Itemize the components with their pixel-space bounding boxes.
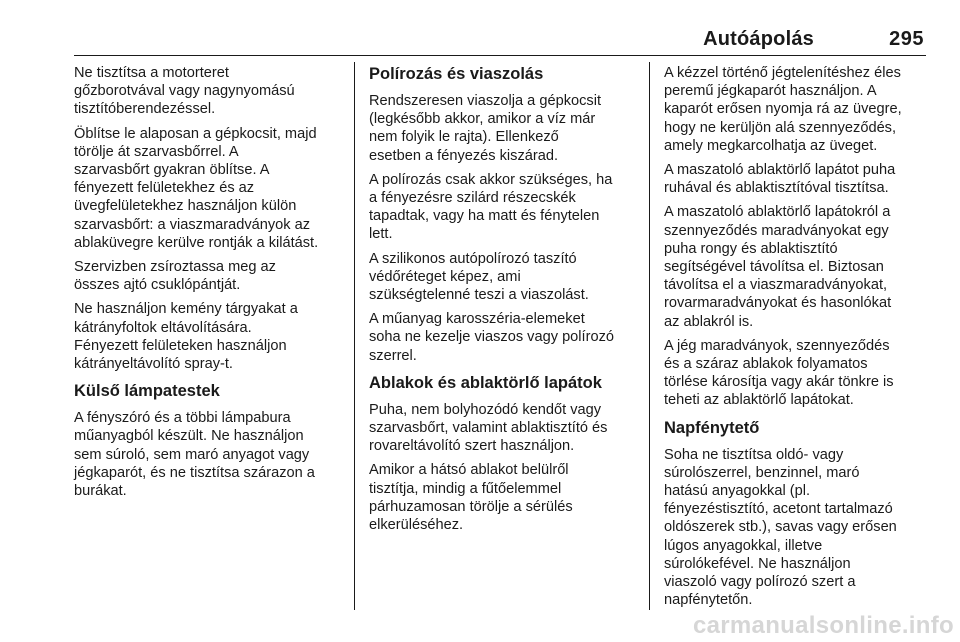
text-line: A maszatoló ablaktörlő lapátot puha [664,162,896,179]
text-line: Rendszeresen viaszolja a gépkocsit [369,93,602,109]
text-line: távolítsa el a viaszmaradványokat, [664,277,888,294]
text-column-2 [369,64,639,540]
text-line: soha ne kezelje viaszos vagy polírozó [369,329,614,346]
page-header [74,28,926,56]
text-line: ablaküvegre kerülve rontják a kilátást. [74,234,319,251]
text-line: napfénytetőn. [664,592,753,609]
text-column-3 [664,64,928,615]
text-line: rovareltávolító szert használjon. [369,438,575,455]
text-line: szükségtelenné teszi a viaszolást. [369,287,589,304]
text-line: Ne tisztítsa a motorteret [74,65,229,81]
paragraph [369,92,639,165]
paragraph [74,64,346,119]
text-line: Puha, nem bolyhozódó kendőt vagy [369,401,602,418]
text-line: jégkaparót, és ne tisztítsa szárazon a [74,464,315,481]
text-line: A polírozás csak akkor szükséges, ha [369,171,613,188]
text-line: oldószerek stb.), savas vagy erősen [664,519,897,536]
text-line: rovarmaradványokat és hasonlókat [664,295,892,312]
paragraph [369,250,639,305]
paragraph [369,171,639,244]
text-line: lúgos anyagokkal, illetve [664,537,823,554]
text-line: védőréteget képez, ami [369,268,521,285]
text-line: puha rongy és ablaktisztító [664,240,838,257]
text-line: peremű jégkaparót használjon. A [664,83,877,100]
text-line: amely megkarcolhatja az üveget. [664,137,878,154]
text-line: hatású anyagokkal (pl. [664,483,811,500]
paragraph [664,161,928,197]
text-line: az ablakról is. [664,313,754,330]
text-line: A műanyag karosszéria-elemeket [369,311,585,328]
paragraph [369,461,639,534]
text-line: burákat. [74,483,127,500]
text-line: törlése károsítja vagy akár tönkre is [664,374,894,391]
paragraph [664,203,928,330]
text-line: A fényszóró és a többi lámpabura [74,410,291,427]
text-line: Öblítse le alaposan a gépkocsit, majd [74,125,317,142]
text-line: Ne használjon kemény tárgyakat a [74,301,298,318]
text-line: gőzborotvával vagy nagynyomású [74,83,295,100]
section-title: Autóápolás [703,28,814,50]
text-line: szerrel. [369,347,417,364]
text-line: tisztítóberendezéssel. [74,101,216,118]
text-line: fényezéstisztító, acetont tartalmazó [664,501,893,518]
paragraph [74,300,346,373]
text-line: fényezett felületekhez és az [74,180,255,197]
text-line: súrolószerrel, benzinnel, maró [664,464,860,481]
text-line: hogy ne kerüljön alá szennyeződés, [664,119,897,136]
paragraph [664,446,928,610]
paragraph [369,401,639,456]
text-line: nem folyik le rajta). Ellenkező [369,129,559,146]
text-line: A kézzel történő jégtelenítéshez éles [664,65,901,81]
text-line: üvegfelületekhez használjon külön [74,198,297,215]
text-line: szarvasbőrt gyakran öblítse. A [74,162,270,179]
paragraph [369,310,639,365]
text-line: esetben a fényezés kiszárad. [369,147,559,164]
column-divider-left [354,62,355,610]
text-line: és a száraz ablakok folyamatos [664,356,868,373]
text-line: A szilikonos autópolírozó taszító [369,250,577,267]
text-line: párhuzamosan törölje a sérülés [369,498,573,515]
text-line: Amikor a hátsó ablakot belülről [369,462,569,479]
section-heading: Polírozás és viaszolás [369,65,544,83]
column-divider-right [649,62,650,610]
text-line: törölje át szarvasbőrrel. A [74,143,239,160]
text-line: A jég maradványok, szennyeződés [664,337,890,354]
paragraph [664,64,928,155]
paragraph [74,409,346,500]
text-line: műanyagból készült. Ne használjon [74,428,304,445]
section-heading: Ablakok és ablaktörlő lapátok [369,373,602,392]
text-line: (legkésőbb akkor, amikor a víz már [369,111,596,128]
section-heading: Napfénytető [664,418,760,437]
text-line: tisztítja, mindig a fűtőelemmel [369,480,562,497]
text-line: szennyeződés maradványokat egy [664,222,889,239]
text-line: tapadtak, vagy ha matt és fénytelen [369,208,600,225]
text-line: kaparót erősen nyomja rá az üvegre, [664,101,902,118]
text-line: segítségével távolítsa el. Biztosan [664,259,884,276]
text-line: viaszoló vagy polírozó szert a [664,574,856,591]
text-column-1 [74,64,346,506]
text-line: Soha ne tisztítsa oldó- vagy [664,446,844,463]
page-number: 295 [889,28,924,50]
text-line: a fényezésre szilárd részecskék [369,190,576,207]
text-line: összes ajtó csuklópántját. [74,277,241,294]
text-line: Szervizben zsíroztassa meg az [74,259,276,276]
text-line: sem súroló, sem maró anyagot vagy [74,446,310,463]
paragraph [74,258,346,294]
text-line: súrolókefével. Ne használjon [664,555,851,572]
text-line: ruhával és ablaktisztítóval tisztítsa. [664,180,889,197]
watermark: carmanualsonline.info [692,612,954,639]
text-line: Fényezett felületeken használjon [74,337,287,354]
paragraph [664,337,928,410]
text-line: lett. [369,226,393,243]
text-line: szarvasbőrt: a viaszmaradványok az [74,216,311,233]
text-line: szarvasbőrt, valamint ablaktisztító és [369,420,608,437]
text-line: teheti az ablaktörlő lapátokat. [664,392,854,409]
paragraph [74,125,346,252]
text-line: kátrányfoltok eltávolítására. [74,319,252,336]
section-heading: Külső lámpatestek [74,382,220,401]
text-line: A maszatoló ablaktörlő lapátokról a [664,204,891,221]
text-line: elkerüléséhez. [369,517,464,534]
text-line: kátrányeltávolító spray-t. [74,356,233,373]
